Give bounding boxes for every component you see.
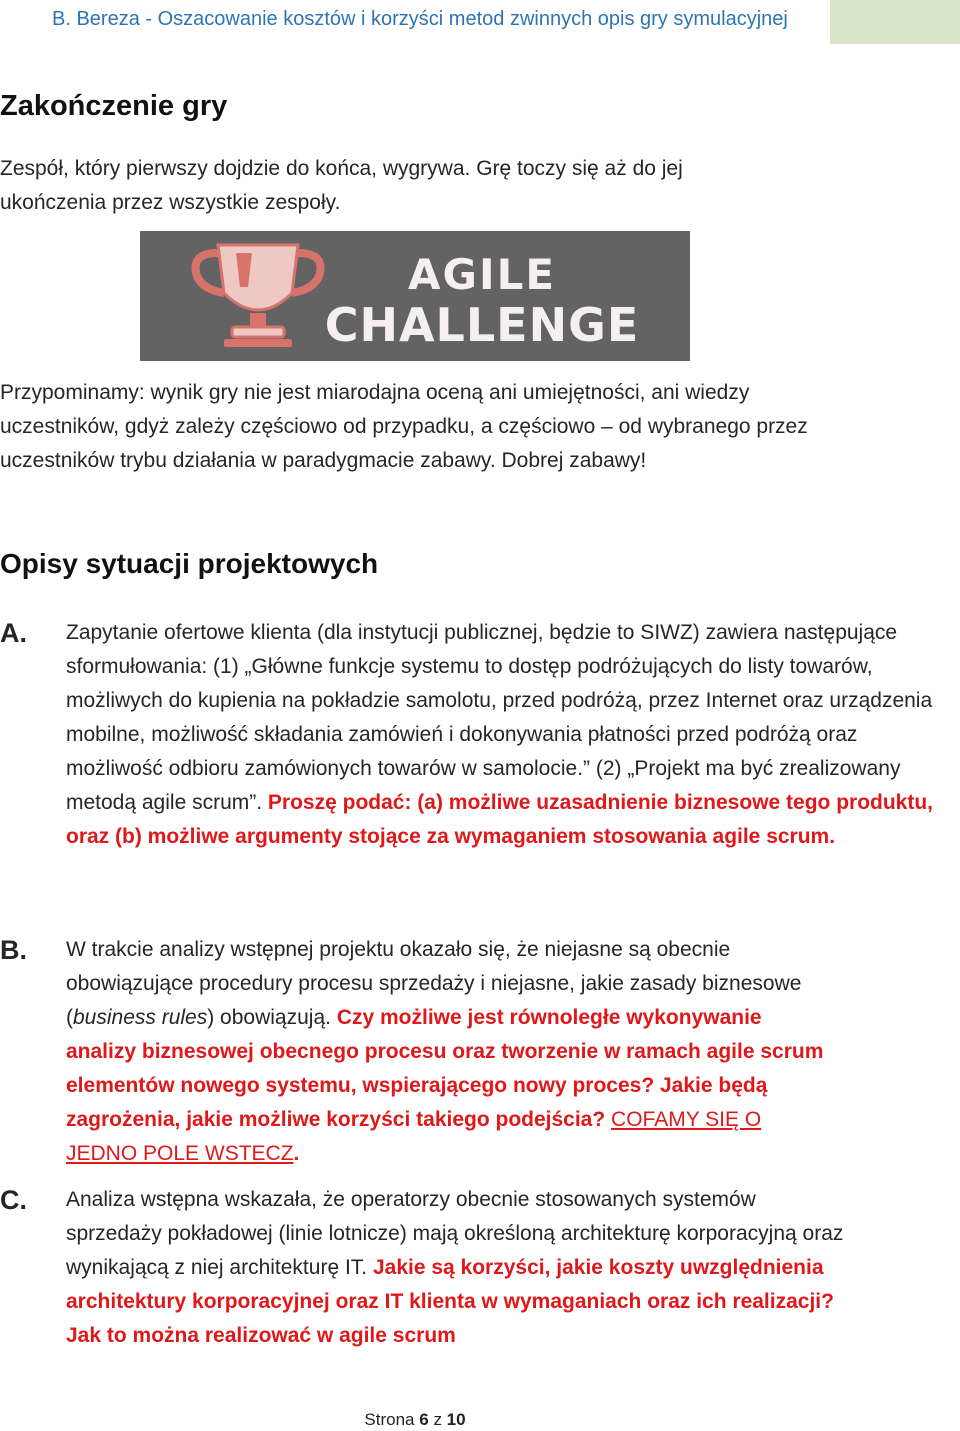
footer-prefix: Strona [364, 1410, 415, 1429]
footer-page-total: 10 [446, 1410, 466, 1429]
item-letter: B. [0, 935, 27, 965]
agile-challenge-banner [140, 231, 690, 361]
footer-separator: z [433, 1410, 442, 1429]
item-body: Analiza wstępna wskazała, że operatorzy obecnie stosowanych systemów sprzedaży pokładowej (linie lotnicze) mają określoną architekturę korporacyjną oraz wynikającą z niej architekturę IT. [66, 1188, 844, 1279]
item-letter: C. [0, 1185, 27, 1215]
page-header [0, 0, 960, 46]
page-footer [0, 1410, 830, 1430]
item-text [66, 616, 956, 854]
item-question: Czy możliwe jest równoległe wykonywanie analizy biznesowej obecnego procesu oraz tworzenie w ramach agile scrum elementów nowego systemu, wspierającego nowy proces? Jakie będą zagrożenia, jakie możliwe korzyści takiego podejścia? [66, 1006, 824, 1131]
item-text [66, 933, 836, 1171]
item-action-end: . [293, 1142, 300, 1165]
item-body-italic: business rules [73, 1006, 208, 1029]
trophy-icon [195, 245, 320, 347]
item-question: Proszę podać: (a) możliwe uzasadnienie biznesowe tego produktu, oraz (b) możliwe argumenty stojące za wymaganiem stosowania agile scrum. [66, 791, 934, 848]
header-accent-box [830, 0, 960, 44]
item-letter: A. [0, 618, 27, 648]
section-heading-end: Zakończenie gry [0, 90, 228, 122]
section-heading-situations: Opisy sytuacji projektowych [0, 548, 379, 579]
item-body-end: ) obowiązują. [207, 1006, 337, 1029]
item-question: Jakie są korzyści, jakie koszty uwzględnienia architektury korporacyjnej oraz IT klienta w wymaganiach oraz ich realizacji? Jak to można realizować w agile scrum [66, 1256, 834, 1347]
reminder-paragraph: Przypominamy: wynik gry nie jest miarodajna oceną ani umiejętności, ani wiedzy uczestników, gdyż zależy częściowo od przypadku, a częściowo – od wybranego przez uczestników trybu działania w paradygmacie zabawy. Dobrej zabawy! [0, 381, 808, 472]
end-paragraph: Zespół, który pierwszy dojdzie do końca, wygrywa. Grę toczy się aż do jej ukończenia przez wszystkie zespoły. [0, 157, 683, 214]
item-text [66, 1183, 846, 1353]
header-title: B. Bereza - Oszacowanie kosztów i korzyści metod zwinnych opis gry symulacyjnej [52, 8, 788, 30]
footer-page-number: 6 [419, 1410, 429, 1429]
item-body: W trakcie analizy wstępnej projektu okazało się, że niejasne są obecnie obowiązujące procedury procesu sprzedaży i niejasne, jakie zasady biznesowe ( [66, 938, 802, 1029]
banner-line2: CHALLENGE [324, 298, 640, 352]
item-body: Zapytanie ofertowe klienta (dla instytucji publicznej, będzie to SIWZ) zawiera następujące sformułowania: (1) „Główne funkcje systemu to dostęp podróżujących do listy towarów, możliwych do kupienia na pokładzie samolotu, przed podróżą, przez Internet oraz urządzenia mobilne, możliwość składania zamówień i dokonywania płatności przed podróżą oraz możliwość odbioru zamówionych towarów w samolocie.” (2) „Projekt ma być zrealizowany metodą agile scrum”. [66, 621, 933, 814]
banner-line1: AGILE [407, 250, 557, 299]
item-action-link[interactable]: COFAMY SIĘ O JEDNO POLE WSTECZ [66, 1108, 762, 1165]
